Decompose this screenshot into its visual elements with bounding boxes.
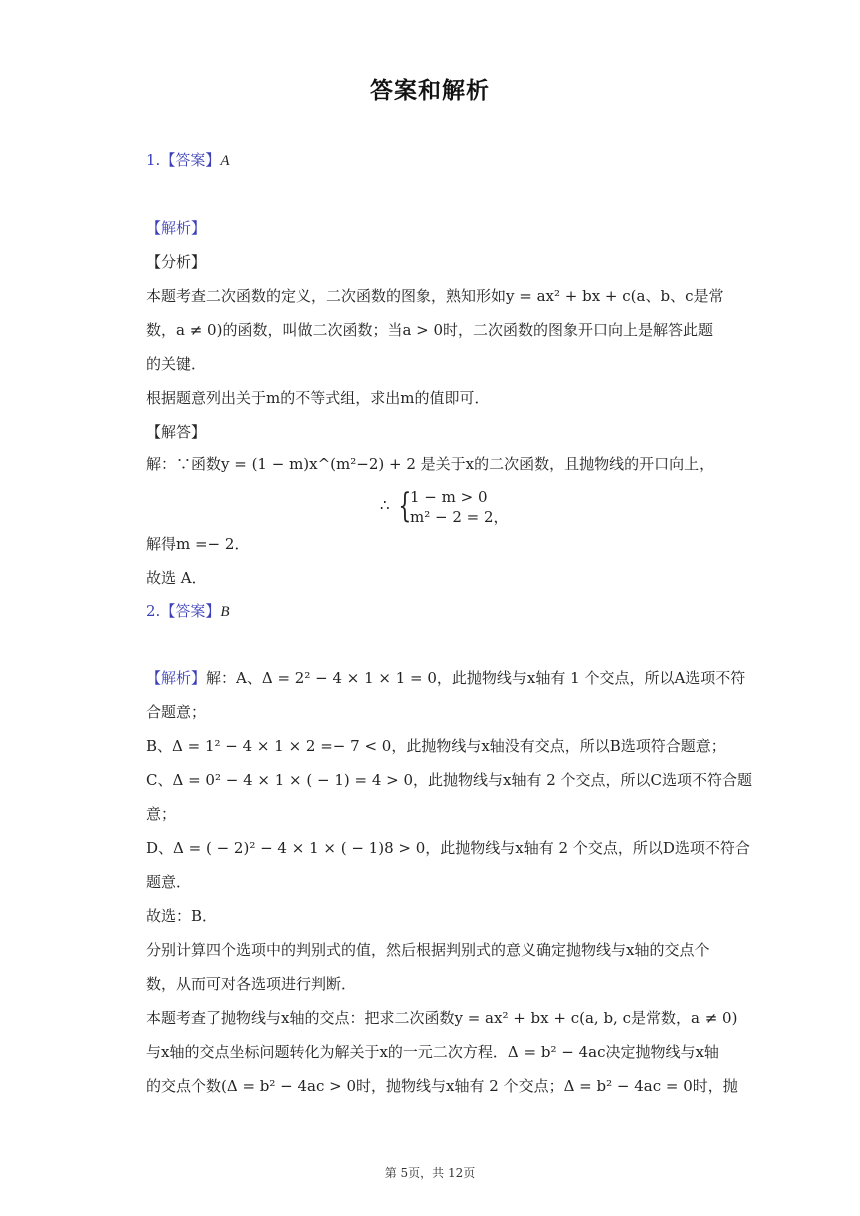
q1-analysis-line1: 本题考查二次函数的定义，二次函数的图象，熟知形如y = ax² + bx + c(a、b、c是常 [146, 287, 724, 305]
q1-jiexi-tag: 【解析】 [146, 219, 207, 237]
q2-line11: 本题考查了抛物线与x轴的交点：把求二次函数y = ax² + bx + c(a, b, c是常数，a ≠ 0) [146, 1009, 738, 1027]
therefore-symbol: ∴ [380, 496, 390, 514]
q2-jiexi-line [146, 668, 746, 688]
q1-answer-tag: 【答案】 [160, 151, 221, 169]
q1-analysis-line2: 数，a ≠ 0)的函数，叫做二次函数；当a > 0时，二次函数的图象开口向上是解答此题 [146, 321, 714, 339]
q2-line5: 意； [146, 805, 177, 823]
q2-line9: 分别计算四个选项中的判别式的值，然后根据判别式的意义确定抛物线与x轴的交点个 [146, 941, 710, 959]
q1-jieda-tag: 【解答】 [146, 423, 207, 441]
q1-conclusion: 故选 A． [146, 569, 207, 587]
q2-answer-line [146, 601, 726, 622]
page-footer: 第 5页，共 12页 [384, 1166, 476, 1180]
q1-solution-line2: 解得m =− 2． [146, 535, 250, 553]
q2-line10: 数，从而可对各选项进行判断． [146, 975, 357, 993]
q2-line2: 合题意； [146, 703, 207, 721]
q2-line12: 与x轴的交点坐标问题转化为解关于x的一元二次方程．Δ = b² − 4ac决定抛物线与x轴 [146, 1043, 719, 1061]
q1-solution-line1: 解：∵函数y = (1 − m)x^(m²−2) + 2 是关于x的二次函数，且抛物线的开口向上， [146, 455, 715, 473]
q2-line4: C、Δ = 0² − 4 × 1 × ( − 1) = 4 > 0，此抛物线与x轴有 2 个交点，所以C选项不符合题 [146, 771, 753, 789]
system-equation-text: m² − 2 = 2 [410, 508, 494, 526]
q2-line6: D、Δ = ( − 2)² − 4 × 1 × ( − 1)8 > 0，此抛物线与x轴有 2 个交点，所以D选项不符合 [146, 839, 750, 857]
page-title: 答案和解析 [370, 78, 490, 104]
q2-line1: 解：A、Δ = 2² − 4 × 1 × 1 = 0，此抛物线与x轴有 1 个交点，所以A选项不符 [206, 669, 746, 687]
q2-answer-value: B [220, 604, 230, 620]
q1-analysis-line4: 根据题意列出关于m的不等式组，求出m的值即可． [146, 389, 490, 407]
q2-line3: B、Δ = 1² − 4 × 1 × 2 =− 7 < 0，此抛物线与x轴没有交点，所以B选项符合题意； [146, 737, 726, 755]
left-brace: { [398, 486, 412, 526]
q2-line8: 故选：B． [146, 907, 218, 925]
q2-line7: 题意． [146, 873, 192, 891]
q1-analysis-line3: 的关键． [146, 355, 207, 373]
q2-jiexi-tag: 【解析】 [146, 669, 207, 687]
q2-line13: 的交点个数(Δ = b² − 4ac > 0时，抛物线与x轴有 2 个交点；Δ = b² − 4ac = 0时，抛 [146, 1077, 738, 1095]
system-inequality: 1 − m > 0 [410, 488, 488, 506]
q1-answer-value: A [220, 153, 230, 169]
q1-answer-line [146, 150, 726, 171]
q1-fenxi-tag: 【分析】 [146, 253, 207, 271]
q1-number: 1. [146, 151, 161, 169]
q2-answer-tag: 【答案】 [160, 602, 221, 620]
q2-number: 2. [146, 602, 161, 620]
system-tail: ， [493, 508, 509, 526]
system-equation [410, 506, 509, 527]
